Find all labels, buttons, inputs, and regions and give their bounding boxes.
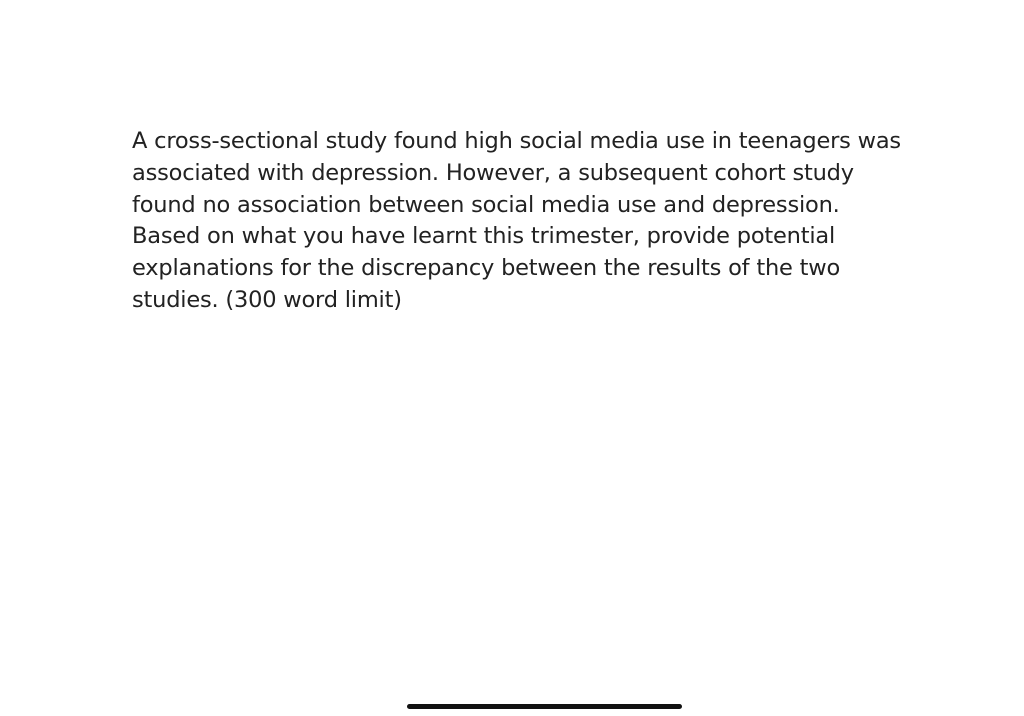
home-indicator[interactable] <box>407 704 682 709</box>
question-text: A cross-sectional study found high social media use in teenagers was associated with depression. However, a subsequent cohort study found no association between social media use and depression. Based on what you have learnt this trimester, provide potential explanations for the discrepancy between the results of the two studies. (300 word limit) <box>132 128 901 313</box>
